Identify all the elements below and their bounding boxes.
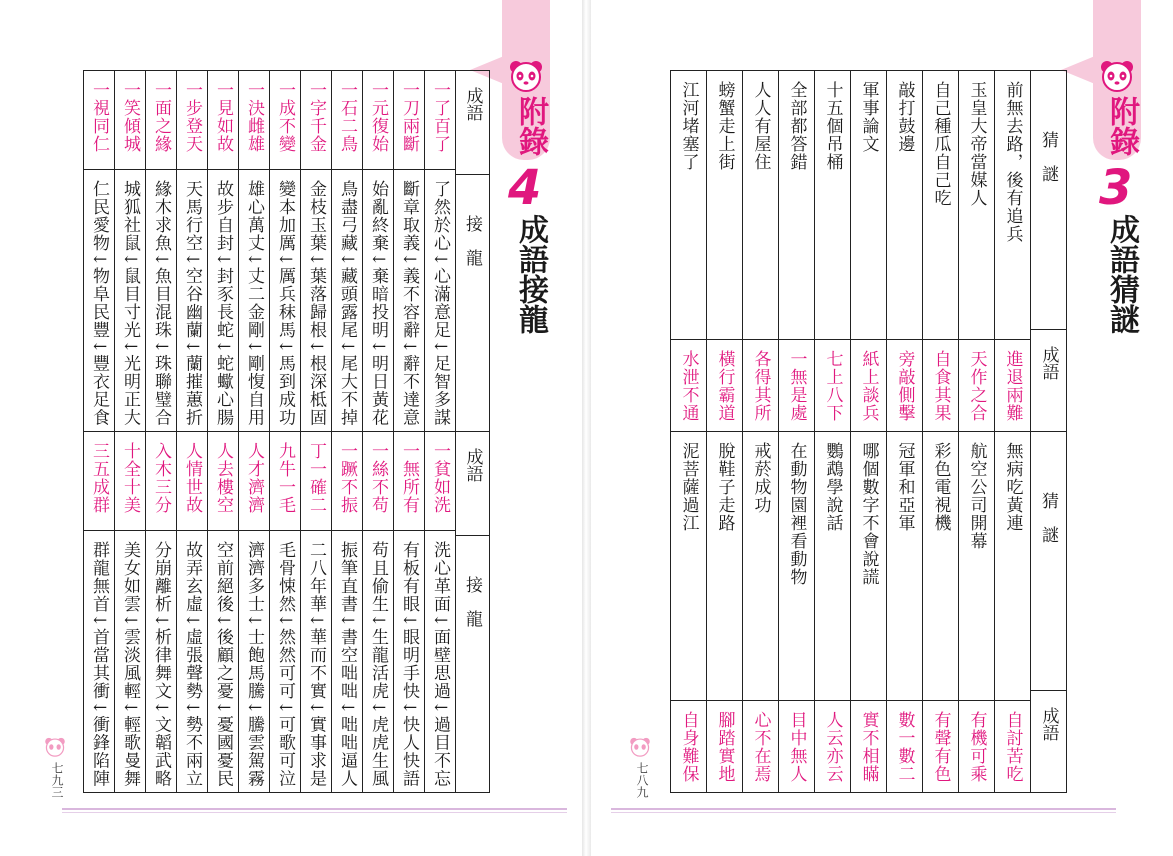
idiom-entry: 一成不變 <box>275 81 295 153</box>
idiom-answer: 腳踏實地 <box>714 711 735 783</box>
idiom-answer: 橫行霸道 <box>714 350 735 422</box>
idiom-answer: 旁敲側擊 <box>894 350 915 422</box>
riddle-entry: 敲打鼓邊 <box>894 81 915 153</box>
idiom-entry: 人才濟濟 <box>244 442 264 514</box>
riddle-entry: 全部都答錯 <box>786 81 807 171</box>
footer-rule <box>62 808 567 810</box>
riddle-entry: 江河堵塞了 <box>678 81 699 171</box>
idiom-entry: 一笑傾城 <box>120 81 140 153</box>
idiom-entry: 九牛一毛 <box>275 442 295 514</box>
idiom-entry: 一無所有 <box>399 442 419 514</box>
header-column <box>456 432 490 793</box>
page-number: 七九三 <box>50 762 64 798</box>
panda-page-icon <box>629 736 651 758</box>
chain-entry: 始亂終棄↓棄暗投明↓明日黃花 <box>368 180 388 427</box>
panda-icon <box>1099 58 1135 94</box>
idiom-answer: 各得其所 <box>750 350 771 422</box>
idiom-entry: 人情世故 <box>182 442 202 514</box>
idiom-answer: 進退兩難 <box>1002 350 1023 422</box>
chain-entry: 有板有眼↓眼明手快↓快人快語 <box>399 541 419 788</box>
idiom-answer: 自討苦吃 <box>1002 711 1023 783</box>
idiom-chain-row <box>177 71 208 432</box>
riddle-row <box>815 71 851 432</box>
idiom-entry: 一決雌雄 <box>244 81 264 153</box>
riddle-row <box>887 432 923 793</box>
appendix4-table <box>83 70 490 793</box>
panda-page-icon <box>44 736 66 758</box>
chain-entry: 群龍無首↓首當其衝↓衝鋒陷陣 <box>89 541 109 788</box>
idiom-entry: 一絲不苟 <box>368 442 388 514</box>
idiom-answer: 一無是處 <box>786 350 807 422</box>
page-number: 七八九 <box>635 762 649 798</box>
riddle-row <box>671 432 707 793</box>
chain-entry: 美女如雲↓雲淡風輕↓輕歌曼舞 <box>120 541 140 788</box>
idiom-chain-row <box>425 432 456 793</box>
chain-entry: 仁民愛物↓物阜民豐↓豐衣足食 <box>89 180 109 427</box>
chain-entry: 了然於心↓心滿意足↓足智多謀 <box>430 180 450 427</box>
idiom-chain-row <box>270 432 301 793</box>
idiom-answer: 有機可乘 <box>966 711 987 783</box>
riddle-row <box>995 432 1031 793</box>
idiom-entry: 十全十美 <box>120 442 140 514</box>
appendix4-label: 附錄 <box>513 96 548 156</box>
idiom-chain-row <box>301 432 332 793</box>
idiom-entry: 一刀兩斷 <box>399 81 419 153</box>
idiom-answer: 自身難保 <box>678 711 699 783</box>
idiom-chain-row <box>270 71 301 432</box>
header-idiom: 成語 <box>462 448 483 482</box>
footer-rule <box>611 808 1116 810</box>
chain-entry: 鳥盡弓藏↓藏頭露尾↓尾大不掉 <box>337 180 357 427</box>
idiom-chain-row <box>239 432 270 793</box>
riddle-row <box>923 71 959 432</box>
idiom-chain-row <box>208 432 239 793</box>
idiom-chain-row <box>394 71 425 432</box>
riddle-entry: 無病吃黃連 <box>1002 442 1023 532</box>
cell-divider <box>456 535 489 536</box>
idiom-entry: 一石二鳥 <box>337 81 357 153</box>
riddle-entry: 哪個數字不會說謊 <box>858 442 879 586</box>
chain-entry: 城狐社鼠↓鼠目寸光↓光明正大 <box>120 180 140 427</box>
riddle-row <box>959 432 995 793</box>
idiom-entry: 一步登天 <box>182 81 202 153</box>
footer-rule-thin <box>611 812 1116 813</box>
chain-entry: 空前絕後↓後顧之憂↓憂國憂民 <box>213 541 233 788</box>
riddle-row <box>815 432 851 793</box>
chain-entry: 洗心革面↓面壁思過↓過目不忘 <box>430 541 450 788</box>
chain-entry: 緣木求魚↓魚目混珠↓珠聯璧合 <box>151 180 171 427</box>
riddle-entry: 螃蟹走上街 <box>714 81 735 171</box>
riddle-row <box>707 71 743 432</box>
riddle-entry: 十五個吊桶 <box>822 81 843 171</box>
idiom-chain-row <box>115 71 146 432</box>
left-page <box>0 0 582 856</box>
riddle-row <box>779 432 815 793</box>
chain-entry: 分崩離析↓析律舞文↓文韜武略 <box>151 541 171 788</box>
appendix3-label: 附錄 <box>1104 96 1139 156</box>
idiom-answer: 紙上談兵 <box>858 350 879 422</box>
header-riddle: 猜 謎 <box>1038 131 1058 182</box>
idiom-chain-row <box>146 71 177 432</box>
idiom-entry: 一蹶不振 <box>337 442 357 514</box>
header-riddle: 猜 謎 <box>1038 492 1058 543</box>
riddle-entry: 自己種瓜自己吃 <box>930 81 951 207</box>
header-chain: 接 龍 <box>462 575 482 627</box>
right-page <box>591 0 1173 856</box>
chain-entry: 毛骨悚然↓然然可可↓可歌可泣 <box>275 541 295 788</box>
idiom-answer: 人云亦云 <box>822 711 843 783</box>
riddle-row <box>851 432 887 793</box>
idiom-entry: 一見如故 <box>213 81 233 153</box>
riddle-entry: 泥菩薩過江 <box>678 442 699 532</box>
footer-rule-thin <box>62 812 567 813</box>
idiom-chain-row <box>301 71 332 432</box>
chain-entry: 雄心萬丈↓丈二金剛↓剛愎自用 <box>244 180 264 427</box>
riddle-entry: 彩色電視機 <box>930 442 951 532</box>
idiom-entry: 入木三分 <box>151 442 171 514</box>
riddle-entry: 人人有屋住 <box>750 81 771 171</box>
header-column <box>456 71 490 432</box>
riddle-row <box>707 432 743 793</box>
idiom-chain-row <box>332 432 363 793</box>
chain-entry: 故步自封↓封豕長蛇↓蛇蠍心腸 <box>213 180 233 427</box>
header-chain: 接 龍 <box>462 214 482 266</box>
riddle-entry: 鸚鵡學說話 <box>822 442 843 532</box>
idiom-entry: 一元復始 <box>368 81 388 153</box>
idiom-answer: 心不在焉 <box>750 711 771 783</box>
idiom-chain-row <box>425 71 456 432</box>
idiom-entry: 三五成群 <box>89 442 109 514</box>
appendix4-title: 成語接龍 <box>513 214 548 334</box>
riddle-entry: 在動物園裡看動物 <box>786 442 807 586</box>
idiom-entry: 一字千金 <box>306 81 326 153</box>
chain-entry: 金枝玉葉↓葉落歸根↓根深柢固 <box>306 180 326 427</box>
idiom-chain-row <box>332 71 363 432</box>
riddle-row <box>959 71 995 432</box>
panda-icon <box>508 58 544 94</box>
riddle-row <box>887 71 923 432</box>
idiom-chain-row <box>394 432 425 793</box>
header-idiom: 成語 <box>1038 707 1059 741</box>
chain-entry: 二八年華↓華而不實↓實事求是 <box>306 541 326 788</box>
idiom-answer: 目中無人 <box>786 711 807 783</box>
idiom-answer: 水泄不通 <box>678 350 699 422</box>
header-idiom: 成語 <box>462 87 483 121</box>
idiom-chain-row <box>363 71 394 432</box>
idiom-chain-row <box>84 432 115 793</box>
riddle-row <box>779 71 815 432</box>
idiom-chain-row <box>115 432 146 793</box>
chain-entry: 斷章取義↓義不容辭↓辭不達意 <box>399 180 419 427</box>
riddle-entry: 戒菸成功 <box>750 442 771 514</box>
idiom-answer: 七上八下 <box>822 350 843 422</box>
idiom-entry: 一了百了 <box>430 81 450 153</box>
riddle-entry: 脫鞋子走路 <box>714 442 735 532</box>
appendix4-number: 4 <box>508 160 542 216</box>
header-column <box>1031 432 1067 793</box>
idiom-answer: 有聲有色 <box>930 711 951 783</box>
appendix3-title: 成語猜謎 <box>1104 214 1139 334</box>
chain-entry: 故弄玄虛↓虛張聲勢↓勢不兩立 <box>182 541 202 788</box>
riddle-entry: 冠軍和亞軍 <box>894 442 915 532</box>
idiom-chain-row <box>363 432 394 793</box>
idiom-chain-row <box>208 71 239 432</box>
riddle-row <box>743 432 779 793</box>
idiom-chain-row <box>239 71 270 432</box>
header-idiom: 成語 <box>1038 346 1059 380</box>
cell-divider <box>456 174 489 175</box>
appendix3-number: 3 <box>1099 160 1133 216</box>
appendix3-table <box>670 70 1067 793</box>
chain-entry: 濟濟多士↓士飽馬騰↓騰雲駕霧 <box>244 541 264 788</box>
chain-entry: 天馬行空↓空谷幽蘭↓蘭摧蕙折 <box>182 180 202 427</box>
idiom-answer: 數一數二 <box>894 711 915 783</box>
idiom-answer: 自食其果 <box>930 350 951 422</box>
riddle-entry: 航空公司開幕 <box>966 442 987 550</box>
idiom-answer: 天作之合 <box>966 350 987 422</box>
idiom-entry: 丁一確二 <box>306 442 326 514</box>
chain-entry: 苟且偷生↓生龍活虎↓虎虎生風 <box>368 541 388 788</box>
riddle-row <box>671 71 707 432</box>
chain-entry: 振筆直書↓書空咄咄↓咄咄逼人 <box>337 541 357 788</box>
riddle-row <box>743 71 779 432</box>
idiom-chain-row <box>146 432 177 793</box>
idiom-chain-row <box>177 432 208 793</box>
header-column <box>1031 71 1067 432</box>
idiom-entry: 一貧如洗 <box>430 442 450 514</box>
riddle-row <box>923 432 959 793</box>
idiom-entry: 一視同仁 <box>89 81 109 153</box>
idiom-answer: 實不相瞞 <box>858 711 879 783</box>
riddle-row <box>851 71 887 432</box>
idiom-entry: 人去樓空 <box>213 442 233 514</box>
book-gutter <box>582 0 591 856</box>
riddle-entry: 玉皇大帝當媒人 <box>966 81 987 207</box>
idiom-chain-row <box>84 71 115 432</box>
chain-entry: 變本加厲↓厲兵秣馬↓馬到成功 <box>275 180 295 427</box>
riddle-entry: 前無去路，後有追兵 <box>1002 81 1023 243</box>
idiom-entry: 一面之緣 <box>151 81 171 153</box>
riddle-row <box>995 71 1031 432</box>
riddle-entry: 軍事論文 <box>858 81 879 153</box>
